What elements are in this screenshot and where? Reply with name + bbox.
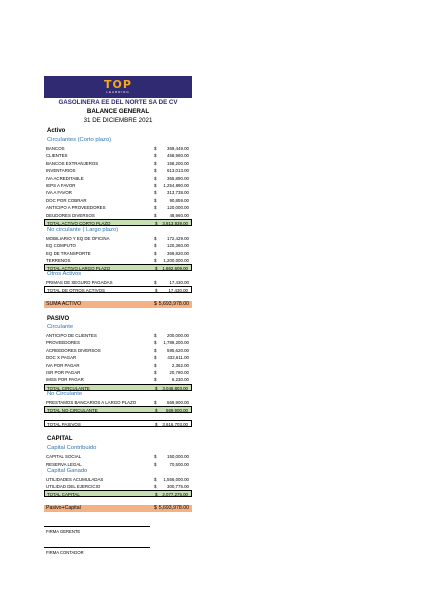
- row-amount: 2,362.00: [171, 362, 189, 368]
- currency-symbol: $: [154, 377, 157, 383]
- table-row: [44, 242, 192, 249]
- total-activo-largo-plazo: TOTAL ACTIVO LARGO PLAZO $ 1,862,609.00: [44, 264, 192, 271]
- row-amount: 1,556,000.00: [163, 477, 189, 482]
- currency-symbol: $: [154, 355, 157, 361]
- row-amount: 150,000.00: [167, 454, 189, 459]
- logo-banner: [44, 76, 192, 98]
- row-label: ANTICIPO A PROVEEDORES: [46, 205, 106, 211]
- row-label: ISR POR PAGAR: [46, 370, 81, 375]
- currency-symbol: $: [154, 153, 157, 159]
- currency-symbol: $: [154, 146, 157, 151]
- total-circulante: TOTAL CIRCULANTE $ 3,046,803.00: [44, 384, 192, 391]
- row-label: DOC X PAGAR: [46, 355, 77, 361]
- table-row: [44, 152, 192, 159]
- pasivo-mas-capital: Pasivo+Capital $ 5,693,978.00: [44, 505, 192, 512]
- row-amount: 48,960.00: [169, 212, 189, 218]
- row-amount: 90,859.00: [169, 197, 189, 203]
- currency-symbol: $: [154, 197, 157, 203]
- row-amount: 365,890.00: [167, 175, 189, 181]
- row-label: PRIMAS DE SEGURO PAGADAS: [46, 280, 113, 285]
- currency-symbol: $: [154, 160, 157, 166]
- table-row: [44, 160, 192, 167]
- currency-symbol: $: [154, 347, 157, 353]
- row-label: UTILIDADES ACUMULADAS: [46, 477, 104, 482]
- row-amount: 458,960.00: [167, 153, 189, 159]
- total-pasivos: TOTAL PASIVOS $ 3,616,703.00: [44, 420, 192, 427]
- row-amount: 595,620.00: [167, 347, 189, 353]
- row-amount: 369,449.00: [167, 146, 189, 151]
- subsection-pasivo-no-circulante: No Circulante: [47, 391, 83, 397]
- signature-line-gerente: [44, 526, 150, 527]
- logo-subtext: LEARNING: [106, 90, 130, 94]
- table-row: [44, 354, 192, 361]
- row-amount: 369,820.00: [167, 250, 189, 256]
- currency-symbol: $: [154, 477, 157, 482]
- suma-activo: SUMA ACTIVO $ 5,693,978.00: [44, 301, 192, 308]
- row-label: DOC POR COBRAR: [46, 197, 87, 203]
- table-row: [44, 175, 192, 182]
- row-label: TERRENOS: [46, 258, 71, 264]
- currency-symbol: $: [154, 190, 157, 196]
- currency-symbol: $: [154, 340, 157, 346]
- currency-symbol: $: [154, 243, 157, 249]
- currency-symbol: $: [154, 258, 157, 264]
- table-row: [44, 204, 192, 211]
- row-amount: 120,360.00: [167, 243, 189, 249]
- table-row: [44, 476, 192, 483]
- table-row: [44, 461, 192, 468]
- table-row: [44, 369, 192, 376]
- row-amount: 17,430.00: [169, 280, 189, 285]
- currency-symbol: $: [154, 205, 157, 211]
- total-activo-corto-plazo: TOTAL ACTIVO CORTO PLAZO $ 3,813,939.00: [44, 219, 192, 226]
- row-amount: 432,611.00: [167, 355, 189, 361]
- table-row: [44, 279, 192, 286]
- table-row: [44, 182, 192, 189]
- row-label: IVA POR PAGAR: [46, 362, 80, 368]
- section-heading-pasivo: PASIVO: [47, 316, 70, 322]
- signature-line-contador: [44, 547, 150, 548]
- row-label: DEUDORES DIVERSOS: [46, 212, 95, 218]
- row-label: CAPITAL SOCIAL: [46, 454, 82, 459]
- table-row: [44, 376, 192, 383]
- row-label: UTILIDAD DEL EJERCICIO: [46, 484, 101, 490]
- row-amount: 172,429.00: [167, 236, 189, 241]
- row-label: CLIENTES: [46, 153, 68, 159]
- total-no-circulante: TOTAL NO CIRCULANTE $ 569,900.00: [44, 406, 192, 413]
- row-amount: 313,738.00: [167, 190, 189, 196]
- table-row: [44, 235, 192, 242]
- table-row: [44, 250, 192, 257]
- logo-text: TOP: [104, 78, 132, 91]
- table-row: [44, 197, 192, 204]
- row-label: IEPS A FAVOR: [46, 183, 76, 188]
- subsection-no-circulante: No circulante ( Largo plazo): [47, 227, 119, 233]
- row-amount: 1,200,000.00: [163, 258, 189, 264]
- row-label: EQ DE TRANSPORTE: [46, 250, 91, 256]
- row-amount: 569,900.00: [167, 400, 189, 405]
- row-label: EQ COMPUTO: [46, 243, 76, 249]
- table-row: [44, 347, 192, 354]
- table-row: [44, 339, 192, 346]
- row-amount: 6,230.00: [171, 377, 189, 383]
- company-name: GASOLINERA EE DEL NORTE SA DE CV: [58, 99, 178, 106]
- total-otros-activos: TOTAL DE OTROS ACTIVOS $ 17,430.00: [44, 286, 192, 293]
- row-label: BANCOS: [46, 146, 65, 151]
- row-amount: 70,500.00: [169, 461, 189, 467]
- row-amount: 158,200.00: [167, 160, 189, 166]
- report-title: BALANCE GENERAL: [86, 108, 150, 115]
- row-label: IVA ACREDITABLE: [46, 175, 84, 181]
- currency-symbol: $: [154, 461, 157, 467]
- subsection-circulantes: Circulantes (Corto plazo): [47, 137, 112, 143]
- section-heading-activo: Activo: [47, 128, 66, 134]
- row-label: ANTICIPO DE CLIENTES: [46, 333, 97, 338]
- currency-symbol: $: [154, 250, 157, 256]
- signature-label-contador: FIRMA CONTADOR: [46, 550, 84, 555]
- row-label: RESERVA LEGAL: [46, 461, 82, 467]
- subsection-pasivo-circulante: Circulante: [47, 324, 74, 330]
- table-row: [44, 332, 192, 339]
- row-amount: 613,013.00: [167, 168, 189, 174]
- currency-symbol: $: [154, 236, 157, 241]
- row-amount: 1,789,200.00: [163, 340, 189, 346]
- subsection-capital-ganado: Capital Ganado: [47, 468, 88, 474]
- row-label: IMSS POR PAGAR: [46, 377, 84, 383]
- row-amount: 1,254,890.00: [163, 183, 189, 188]
- total-capital: TOTAL CAPITAL $ 2,077,275.00: [44, 490, 192, 497]
- table-row: [44, 453, 192, 460]
- table-row: [44, 212, 192, 219]
- currency-symbol: $: [154, 454, 157, 459]
- currency-symbol: $: [154, 168, 157, 174]
- section-heading-capital: CAPITAL: [47, 436, 73, 442]
- currency-symbol: $: [154, 370, 157, 375]
- table-row: [44, 399, 192, 406]
- currency-symbol: $: [154, 362, 157, 368]
- currency-symbol: $: [154, 333, 157, 338]
- table-row: [44, 362, 192, 369]
- table-row: [44, 145, 192, 152]
- report-date: 31 DE DICIEMBRE 2021: [83, 117, 153, 124]
- row-amount: 200,000.00: [167, 333, 189, 338]
- table-row: [44, 167, 192, 174]
- row-label: IVA A FAVOR: [46, 190, 72, 196]
- row-label: MOBILIARIO Y EQ DE OFICINA: [46, 236, 110, 241]
- row-label: INVENTARIOS: [46, 168, 76, 174]
- row-amount: 300,775.00: [167, 484, 189, 490]
- row-amount: 120,000.00: [167, 205, 189, 211]
- row-label: BANCOS EXTRANJEROS: [46, 160, 99, 166]
- currency-symbol: $: [154, 183, 157, 188]
- currency-symbol: $: [154, 212, 157, 218]
- row-label: PROVEEDORES: [46, 340, 80, 346]
- currency-symbol: $: [154, 484, 157, 490]
- row-label: PRESTAMOS BANCARIOS A LARGO PLAZO: [46, 400, 137, 405]
- currency-symbol: $: [154, 400, 157, 405]
- row-amount: 20,780.00: [169, 370, 189, 375]
- row-label: ACREEDORES DIVERSOS: [46, 347, 101, 353]
- signature-label-gerente: FIRMA GERENTE: [46, 529, 81, 534]
- currency-symbol: $: [154, 175, 157, 181]
- subsection-otros-activos: Otros Activos: [47, 271, 82, 277]
- currency-symbol: $: [154, 280, 157, 285]
- subsection-capital-contribuido: Capital Contribuido: [47, 445, 97, 451]
- table-row: [44, 189, 192, 196]
